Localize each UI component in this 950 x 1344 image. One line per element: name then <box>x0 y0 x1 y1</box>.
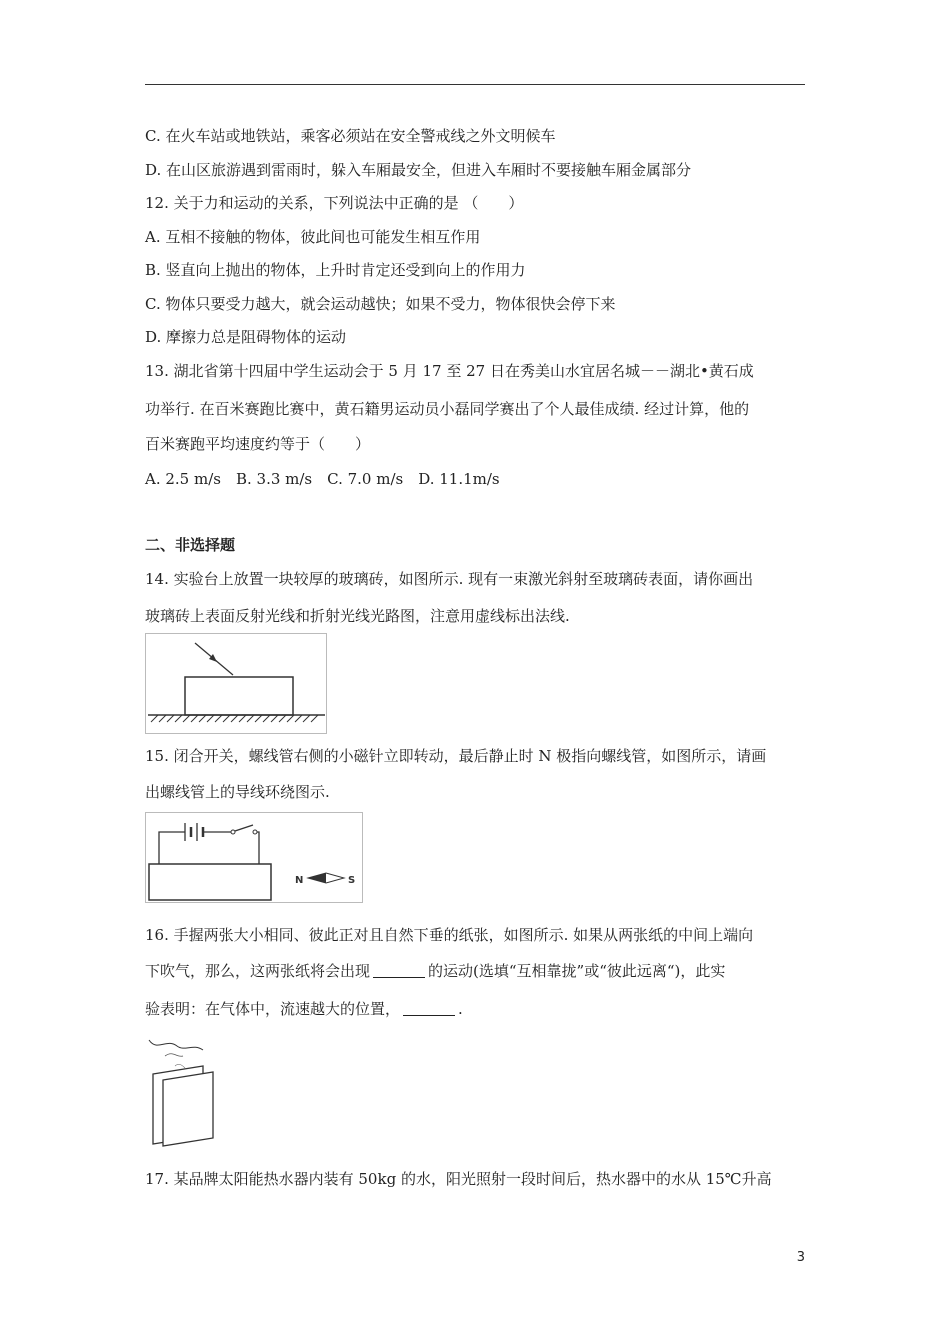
option-12d: D. 摩擦力总是阻碍物体的运动 <box>145 328 347 346</box>
option-12a: A. 互相不接触的物体，彼此间也可能发生相互作用 <box>145 228 481 246</box>
option-12c: C. 物体只要受力越大，就会运动越快；如果不受力，物体很快会停下来 <box>145 295 616 313</box>
question-13-line3: 百米赛跑平均速度约等于（ ） <box>145 435 371 453</box>
question-13-options: A. 2.5 m/s B. 3.3 m/s C. 7.0 m/s D. 11.1m/s <box>145 470 500 488</box>
question-13-line1: 13. 湖北省第十四届中学生运动会于 5 月 17 至 27 日在秀美山水宜居名城－－湖北•黄石成 <box>145 362 754 380</box>
question-16-line2-part1: 下吹气，那么，这两张纸将会出现 <box>145 962 371 980</box>
question-15-line2: 出螺线管上的导线环绕图示. <box>145 783 330 801</box>
question-14-line2: 玻璃砖上表面反射光线和折射光线光路图，注意用虚线标出法线. <box>145 607 570 625</box>
header-rule <box>145 84 805 85</box>
section-heading: 二、非选择题 <box>145 536 236 554</box>
question-16-line2 <box>145 961 725 981</box>
answer-blank-2[interactable] <box>403 1001 455 1016</box>
question-14-line1: 14. 实验台上放置一块较厚的玻璃砖，如图所示. 现有一束激光斜射至玻璃砖表面，请你画出 <box>145 570 754 588</box>
answer-blank-1[interactable] <box>373 963 425 978</box>
south-pole-label: S <box>348 875 356 886</box>
option-11d: D. 在山区旅游遇到雷雨时，躲入车厢最安全，但进入车厢时不要接触车厢金属部分 <box>145 161 692 179</box>
question-13-line2: 功举行. 在百米赛跑比赛中，黄石籍男运动员小磊同学赛出了个人最佳成绩. 经过计算，他的 <box>145 400 750 418</box>
option-11c: C. 在火车站或地铁站，乘客必须站在安全警戒线之外文明候车 <box>145 127 556 145</box>
question-12: 12. 关于力和运动的关系，下列说法中正确的是 （ ） <box>145 194 524 212</box>
question-16-line3 <box>145 999 463 1019</box>
glass-brick-figure <box>145 633 329 735</box>
north-pole-label: N <box>295 875 304 886</box>
question-16-line3-part1: 验表明：在气体中，流速越大的位置， <box>145 1000 401 1018</box>
solenoid-figure <box>145 812 365 904</box>
page-number: 3 <box>796 1250 805 1265</box>
question-17-line1: 17. 某品牌太阳能热水器内装有 50kg 的水，阳光照射一段时间后，热水器中的水从 15℃升高 <box>145 1170 772 1188</box>
question-16-line2-part2: 的运动(选填“互相靠拢”或“彼此远离“)，此实 <box>428 962 726 980</box>
question-15-line1: 15. 闭合开关，螺线管右侧的小磁针立即转动，最后静止时 N 极指向螺线管，如图所示，请画 <box>145 747 767 765</box>
option-12b: B. 竖直向上抛出的物体，上升时肯定还受到向上的作用力 <box>145 261 526 279</box>
question-16-line3-part2: . <box>458 1000 463 1018</box>
question-16-line1: 16. 手握两张大小相同、彼此正对且自然下垂的纸张，如图所示. 如果从两张纸的中间上端向 <box>145 926 754 944</box>
paper-sheets-figure <box>145 1034 231 1148</box>
